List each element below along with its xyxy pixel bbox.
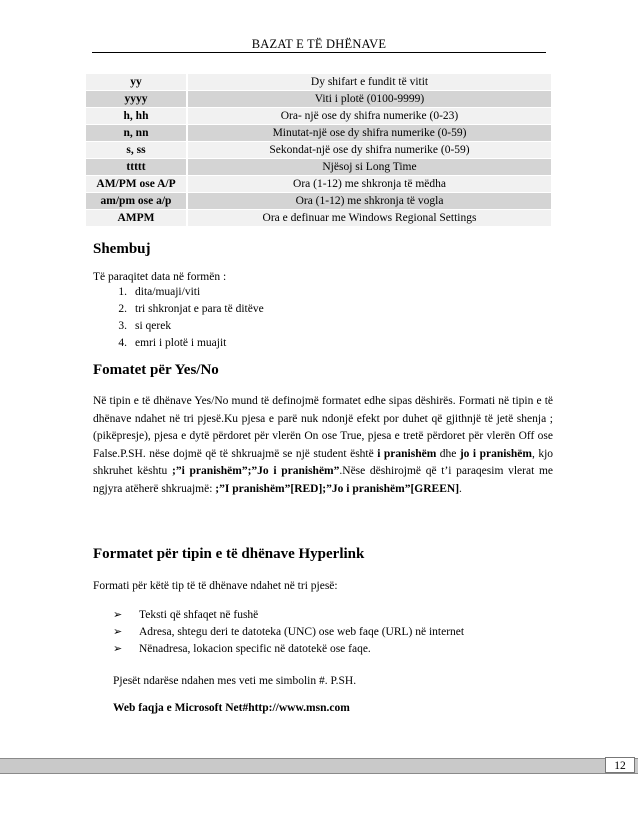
format-table-row (86, 210, 551, 226)
page-number: 12 (605, 757, 635, 773)
yesno-bold-4: ;”I pranishëm”[RED];”Jo i pranishëm”[GREEN] (215, 482, 460, 495)
yesno-text-1: Në tipin e të dhënave Yes/No mund të definojmë formatet edhe sipas dëshirës. Formati në tipin e të dhënave ndahet në tri pjesë.Ku pjesa e parë nuk ndonjë efekt por duhet që gjithnjë të jetë shenja ; (pikëpresje), pjesa e dytë përdoret për vlerën On ose True, pjesa e tretë përdoret për vlerën Off ose False.P.SH. nëse dojmë që të shkruajmë se një student është (93, 395, 553, 460)
arrow-bullet-icon: ➢ (113, 609, 123, 621)
hyperlink-intro: Formati për këtë tip të të dhënave ndahet në tri pjesë: (93, 580, 338, 592)
format-code-cell: yyyy (86, 91, 188, 107)
list-item-number: 2. (118, 303, 127, 315)
list-item-text: emri i plotë i muajit (135, 337, 227, 349)
examples-list (93, 284, 264, 352)
section-heading-shembuj: Shembuj (93, 241, 151, 257)
format-table-row (86, 193, 551, 209)
format-code-cell: AM/PM ose A/P (86, 176, 188, 192)
list-item-number: 4. (118, 337, 127, 349)
format-code-cell: s, ss (86, 142, 188, 158)
format-table-row (86, 91, 551, 107)
hyperlink-separator-note: Pjesët ndarëse ndahen mes veti me simbolin #. P.SH. (113, 675, 357, 687)
list-item (113, 607, 464, 624)
section-heading-yesno: Fomatet për Yes/No (93, 362, 219, 378)
footer-bar (0, 758, 638, 774)
format-table-row (86, 108, 551, 124)
format-description-cell: Njësoj si Long Time (188, 159, 551, 175)
format-table-row (86, 142, 551, 158)
format-code-cell: AMPM (86, 210, 188, 226)
list-item (113, 641, 464, 658)
yesno-bold-3: ;”i pranishëm”;”Jo i pranishëm” (172, 465, 340, 477)
list-item (117, 301, 264, 318)
format-code-cell: yy (86, 74, 188, 90)
list-item-number: 1. (118, 286, 127, 298)
section-heading-hyperlink: Formatet për tipin e të dhënave Hyperlink (93, 546, 365, 562)
list-item (117, 284, 264, 301)
format-table-row (86, 125, 551, 141)
list-item-text: Adresa, shtegu deri te datoteka (UNC) ose web faqe (URL) në internet (139, 626, 465, 638)
list-item-text: tri shkronjat e para të ditëve (135, 303, 264, 315)
format-table-row (86, 159, 551, 175)
shembuj-intro: Të paraqitet data në formën : (93, 271, 227, 283)
format-code-cell: am/pm ose a/p (86, 193, 188, 209)
format-description-cell: Dy shifart e fundit të vitit (188, 74, 551, 90)
list-item (117, 335, 264, 352)
list-item (117, 318, 264, 335)
hyperlink-example: Web faqja e Microsoft Net#http://www.msn.com (113, 702, 350, 714)
list-item (113, 624, 464, 641)
format-table (86, 73, 551, 227)
format-description-cell: Ora (1-12) me shkronja të vogla (188, 193, 551, 209)
list-item-text: Nënadresa, lokacion specific në datotekë ose faqe. (139, 643, 371, 655)
page-header-title: BAZAT E TË DHËNAVE (251, 37, 387, 51)
header-rule (92, 52, 546, 53)
yesno-text-2: dhe (436, 447, 460, 460)
list-item-text: si qerek (135, 320, 172, 332)
format-description-cell: Ora e definuar me Windows Regional Settings (188, 210, 551, 226)
format-description-cell: Ora- një ose dy shifra numerike (0-23) (188, 108, 551, 124)
arrow-bullet-icon: ➢ (113, 643, 123, 655)
hyperlink-parts-list (113, 607, 464, 658)
format-table-row (86, 176, 551, 192)
yesno-bold-2: jo i pranishëm (459, 447, 532, 460)
format-table-row (86, 74, 551, 90)
format-code-cell: h, hh (86, 108, 188, 124)
format-description-cell: Ora (1-12) me shkronja të mëdha (188, 176, 551, 192)
yesno-text-5: . (459, 482, 462, 495)
yesno-text-3: , kjo shkruhet kështu (93, 447, 554, 477)
format-code-cell: ttttt (86, 159, 188, 175)
list-item-number: 3. (118, 320, 127, 332)
list-item-text: dita/muaji/viti (135, 286, 201, 298)
yesno-text-4: .Nëse dëshirojmë që t’i paraqesim vlerat me ngjyra atëherë shkruajmë: (93, 465, 553, 495)
format-description-cell: Minutat-një ose dy shifra numerike (0-59) (188, 125, 551, 141)
format-code-cell: n, nn (86, 125, 188, 141)
yesno-bold-1: i pranishëm (377, 447, 437, 460)
format-description-cell: Sekondat-një ose dy shifra numerike (0-59) (188, 142, 551, 158)
format-description-cell: Viti i plotë (0100-9999) (188, 91, 551, 107)
list-item-text: Teksti që shfaqet në fushë (139, 609, 259, 621)
arrow-bullet-icon: ➢ (113, 626, 123, 638)
yesno-paragraph (93, 393, 553, 498)
